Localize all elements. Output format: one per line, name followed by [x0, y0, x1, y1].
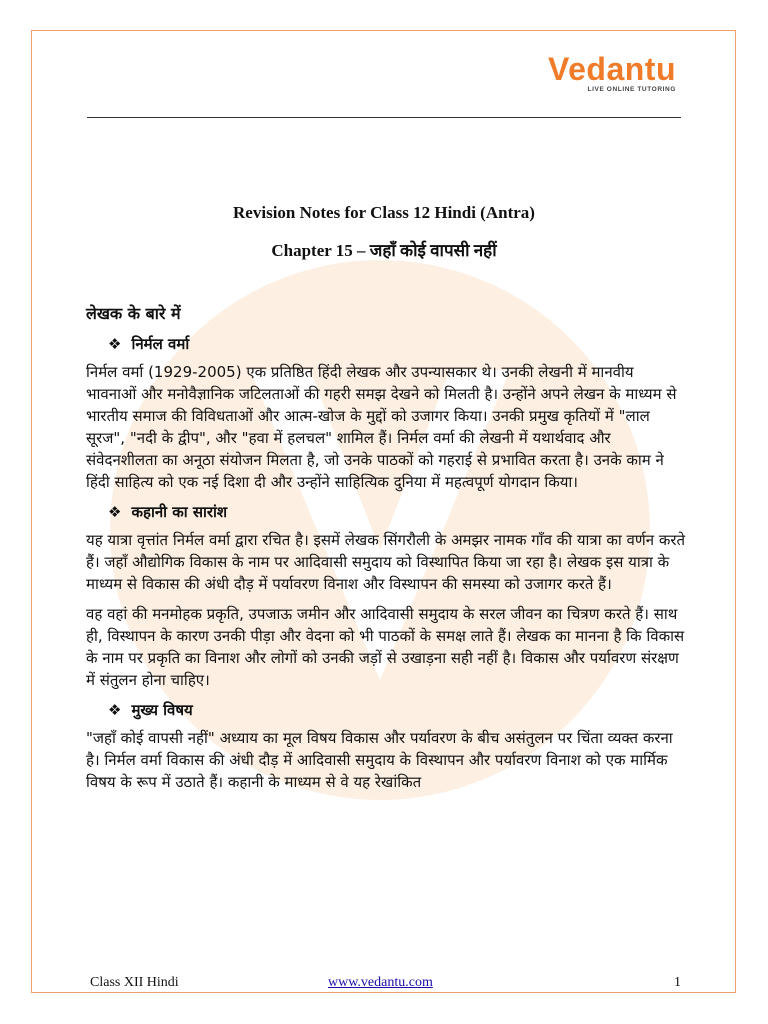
brand-tagline: LIVE ONLINE TUTORING: [587, 86, 676, 93]
diamond-bullet-icon: ❖: [108, 335, 122, 353]
paragraph: "जहाँ कोई वापसी नहीं" अध्याय का मूल विषय विकास और पर्यावरण के बीच असंतुलन पर चिंता व्यक्त करना है। निर्मल वर्मा विकास की अंधी दौड़ में आदिवासी समुदाय के विस्थापन और पर्यावरण विनाश को एक मार्मिक विषय के रूप में उठाते हैं। कहानी के माध्यम से वे यह रेखांकित: [86, 729, 673, 791]
subheading-theme: [108, 699, 686, 721]
paragraph: वह वहां की मनमोहक प्रकृति, उपजाऊ जमीन और आदिवासी समुदाय के सरल जीवन का चित्रण करते हैं। साथ ही, विस्थापन के कारण उनकी पीड़ा और वेदना को भी पाठकों के समक्ष लाते हैं। लेखक का मानना है कि विकास के नाम पर प्रकृति का विनाश और लोगों को उनकी जड़ों से उखाड़ना सही नहीं है। विकास और पर्यावरण संरक्षण में संतुलन होना चाहिए।: [86, 605, 685, 689]
chapter-title: Chapter 15 – जहाँ कोई वापसी नहीं: [271, 241, 497, 260]
vedantu-logo[interactable]: [548, 52, 676, 93]
paragraph: निर्मल वर्मा (1929-2005) एक प्रतिष्ठित हिंदी लेखक और उपन्यासकार थे। उनकी लेखनी में मानवीय भावनाओं और मनोवैज्ञानिक जटिलताओं की गहरी समझ देखने को मिलती है। उन्होंने अपने लेखन के माध्यम से भारतीय समाज की विविधताओं और आत्म-खोज के मुद्दों को उजागर किया। उनकी प्रमुख कृतियों में "लाल सूरज", "नदी के द्वीप", और "हवा में हलचल" शामिल हैं। निर्मल वर्मा की लेखनी में यथार्थवाद और संवेदनशीलता का अनूठा संयोजन मिलता है, जो उनके पाठकों को गहराई से प्रभावित करता है। उनके काम ने हिंदी साहित्य को एक नई दिशा दी और उन्होंने साहित्यिक दुनिया में महत्वपूर्ण योगदान किया।: [86, 363, 677, 491]
document-title: Revision Notes for Class 12 Hindi (Antra): [233, 203, 535, 222]
diamond-bullet-icon: ❖: [108, 701, 122, 719]
diamond-bullet-icon: ❖: [108, 503, 122, 521]
subheading-label: निर्मल वर्मा: [131, 335, 190, 353]
subheading-summary: [108, 501, 686, 523]
header-divider: [87, 117, 681, 118]
page-number: 1: [674, 975, 681, 990]
footer-website-link[interactable]: www.vedantu.com: [328, 975, 433, 990]
subheading-author: [108, 333, 686, 355]
main-content: [86, 303, 686, 801]
subheading-label: मुख्य विषय: [131, 701, 193, 719]
brand-name: Vedantu: [548, 51, 676, 87]
subheading-label: कहानी का सारांश: [131, 503, 228, 521]
footer-class-label: Class XII Hindi: [90, 975, 179, 990]
paragraph: यह यात्रा वृत्तांत निर्मल वर्मा द्वारा रचित है। इसमें लेखक सिंगरौली के अमझर नामक गाँव की यात्रा का वर्णन करते हैं। जहाँ औद्योगिक विकास के नाम पर आदिवासी समुदाय को विस्थापित किया जा रहा है। लेखक इस यात्रा के माध्यम से विकास की अंधी दौड़ में पर्यावरण विनाश और विस्थापन की समस्या को उजागर करते हैं।: [86, 531, 686, 593]
section-heading: लेखक के बारे में: [86, 304, 181, 323]
